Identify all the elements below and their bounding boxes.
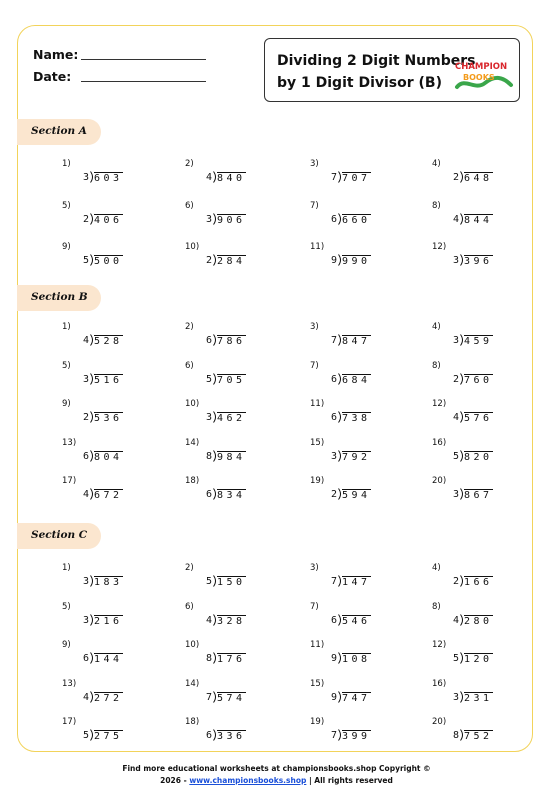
divisor: 8: [452, 730, 459, 741]
divisor: 9: [330, 653, 337, 664]
divisor: 8: [205, 653, 212, 664]
logo-text-bottom: BOOKS: [463, 73, 495, 82]
problem-number: 8): [432, 360, 441, 371]
divisor: 3: [82, 373, 89, 385]
section-label: Section A: [31, 125, 87, 137]
title-line-2: by 1 Digit Divisor (B): [277, 75, 442, 91]
problem-number: 3): [310, 159, 319, 169]
date-label: Date:: [33, 69, 72, 84]
champion-books-logo: [453, 57, 513, 91]
problem-number: 1): [62, 563, 71, 573]
divisor: 4: [452, 614, 459, 626]
dividend: 594: [342, 490, 371, 501]
date-field: [33, 69, 77, 84]
divisor: 2: [452, 172, 459, 183]
dividend: 328: [217, 615, 246, 627]
dividend: 516: [94, 374, 123, 386]
problem-number: 8): [432, 601, 441, 612]
dividend: 847: [342, 336, 371, 347]
divisor: 3: [205, 213, 212, 225]
division-problem: [310, 361, 400, 391]
problem-number: 8): [432, 200, 441, 211]
name-field: [33, 47, 77, 62]
division-problem: [62, 399, 152, 429]
division-problem: [185, 242, 275, 272]
dividend: 528: [94, 336, 123, 347]
problem-number: 16): [432, 437, 447, 448]
divisor: 4: [205, 172, 212, 183]
divisor: 5: [452, 653, 459, 664]
division-problem: [310, 476, 400, 506]
name-label: Name:: [33, 47, 79, 62]
problem-number: 5): [62, 360, 71, 371]
divisor: 3: [82, 614, 89, 626]
division-problem: [432, 602, 522, 632]
section-label: Section C: [31, 529, 88, 541]
divisor: 2: [205, 255, 212, 266]
division-problem: [310, 438, 400, 468]
division-problem: [310, 399, 400, 429]
problem-number: 7): [310, 601, 319, 612]
divisor: 5: [205, 373, 212, 385]
division-problem: [432, 679, 522, 709]
division-problem: [62, 361, 152, 391]
dividend: 462: [217, 413, 246, 424]
dividend: 176: [217, 654, 246, 665]
division-problem: [185, 159, 275, 189]
division-problem: [432, 242, 522, 272]
divisor: 6: [330, 373, 337, 385]
problem-number: 10): [185, 399, 200, 409]
dividend: 396: [464, 256, 493, 267]
division-problem: [185, 679, 275, 709]
divisor: 2: [82, 213, 89, 225]
division-problem: [432, 361, 522, 391]
division-problem: [310, 679, 400, 709]
problem-number: 9): [62, 399, 71, 409]
division-problem: [62, 242, 152, 272]
dividend: 272: [94, 692, 123, 704]
name-line[interactable]: [81, 59, 206, 60]
dividend: 166: [464, 577, 493, 588]
dividend: 284: [217, 256, 246, 267]
problem-number: 16): [432, 678, 447, 689]
divisor: 7: [330, 335, 337, 346]
problem-number: 11): [310, 399, 325, 409]
division-problem: [185, 640, 275, 670]
division-problem: [62, 322, 152, 352]
divisor: 6: [205, 489, 212, 500]
section-header-1: [17, 119, 101, 145]
division-problem: [310, 242, 400, 272]
division-problem: [185, 361, 275, 391]
divisor: 6: [330, 614, 337, 626]
problem-number: 10): [185, 242, 200, 252]
division-problem: [185, 399, 275, 429]
dividend: 747: [342, 692, 371, 704]
problem-number: 14): [185, 678, 200, 689]
footer-line-2: [0, 776, 553, 785]
dividend: 108: [342, 654, 371, 665]
footer-link[interactable]: www.championsbooks.shop: [189, 776, 307, 785]
division-problem: [185, 717, 275, 747]
problem-number: 1): [62, 322, 71, 332]
problem-number: 15): [310, 437, 325, 448]
problem-number: 19): [310, 717, 325, 727]
division-problem: [310, 201, 400, 231]
problem-number: 1): [62, 159, 71, 169]
problem-number: 2): [185, 159, 194, 169]
problem-number: 6): [185, 200, 194, 211]
division-problem: [432, 640, 522, 670]
division-problem: [432, 563, 522, 593]
problem-number: 19): [310, 476, 325, 486]
dividend: 786: [217, 336, 246, 347]
division-problem: [185, 476, 275, 506]
divisor: 7: [205, 691, 212, 703]
problem-number: 3): [310, 563, 319, 573]
division-problem: [310, 717, 400, 747]
dividend: 804: [94, 451, 123, 463]
divisor: 4: [82, 335, 89, 346]
divisor: 9: [330, 691, 337, 703]
problem-number: 2): [185, 322, 194, 332]
division-problem: [62, 679, 152, 709]
dividend: 231: [464, 692, 493, 704]
section-header-3: [17, 523, 101, 549]
division-problem: [62, 602, 152, 632]
footer-line-1: Find more educational worksheets at championsbooks.shop Copyright ©: [122, 764, 431, 773]
problem-number: 7): [310, 360, 319, 371]
title-line-1: Dividing 2 Digit Numbers: [277, 53, 476, 69]
dividend: 500: [94, 256, 123, 267]
division-problem: [62, 159, 152, 189]
problem-number: 18): [185, 476, 200, 486]
dividend: 660: [342, 214, 371, 226]
divisor: 3: [330, 450, 337, 462]
division-problem: [62, 201, 152, 231]
problem-number: 18): [185, 717, 200, 727]
divisor: 6: [330, 213, 337, 225]
dividend: 984: [217, 451, 246, 463]
problem-number: 11): [310, 640, 325, 650]
dividend: 546: [342, 615, 371, 627]
divisor: 6: [330, 412, 337, 423]
divisor: 4: [82, 691, 89, 703]
divisor: 4: [452, 412, 459, 423]
dividend: 603: [94, 173, 123, 184]
problem-number: 6): [185, 360, 194, 371]
division-problem: [432, 159, 522, 189]
division-problem: [432, 717, 522, 747]
divisor: 9: [330, 255, 337, 266]
problem-number: 5): [62, 200, 71, 211]
division-problem: [310, 563, 400, 593]
dividend: 150: [217, 577, 246, 588]
divisor: 3: [452, 489, 459, 500]
division-problem: [310, 640, 400, 670]
division-problem: [432, 201, 522, 231]
problem-number: 15): [310, 678, 325, 689]
dividend: 760: [464, 374, 493, 386]
division-problem: [432, 322, 522, 352]
divisor: 8: [205, 450, 212, 462]
section-label: Section B: [31, 291, 88, 303]
divisor: 3: [452, 255, 459, 266]
problem-number: 12): [432, 242, 447, 252]
dividend: 834: [217, 490, 246, 501]
divisor: 3: [82, 172, 89, 183]
problem-number: 4): [432, 322, 441, 332]
problem-number: 9): [62, 640, 71, 650]
dividend: 990: [342, 256, 371, 267]
footer-year: 2026 -: [160, 776, 190, 785]
problem-number: 17): [62, 717, 77, 727]
section-header-2: [17, 285, 101, 311]
problem-number: 4): [432, 159, 441, 169]
divisor: 2: [330, 489, 337, 500]
problem-number: 9): [62, 242, 71, 252]
problem-number: 20): [432, 476, 447, 486]
dividend: 840: [217, 173, 246, 184]
divisor: 4: [82, 489, 89, 500]
division-problem: [62, 438, 152, 468]
divisor: 7: [330, 172, 337, 183]
divisor: 5: [205, 576, 212, 587]
dividend: 275: [94, 731, 123, 742]
divisor: 5: [82, 730, 89, 741]
problem-number: 13): [62, 437, 77, 448]
divisor: 2: [452, 576, 459, 587]
division-problem: [185, 201, 275, 231]
date-line[interactable]: [81, 81, 206, 82]
title-box: [264, 38, 520, 102]
dividend: 844: [464, 214, 493, 226]
division-problem: [62, 717, 152, 747]
dividend: 648: [464, 173, 493, 184]
divisor: 6: [205, 335, 212, 346]
division-problem: [432, 438, 522, 468]
problem-number: 17): [62, 476, 77, 486]
dividend: 144: [94, 654, 123, 665]
dividend: 684: [342, 374, 371, 386]
divisor: 7: [330, 576, 337, 587]
problem-number: 10): [185, 640, 200, 650]
division-problem: [62, 640, 152, 670]
dividend: 147: [342, 577, 371, 588]
dividend: 672: [94, 490, 123, 501]
problem-number: 12): [432, 640, 447, 650]
dividend: 120: [464, 654, 493, 665]
divisor: 4: [452, 213, 459, 225]
problem-number: 5): [62, 601, 71, 612]
division-problem: [185, 322, 275, 352]
logo-text-top: CHAMPION: [455, 62, 508, 72]
divisor: 4: [205, 614, 212, 626]
divisor: 3: [205, 412, 212, 423]
divisor: 5: [452, 450, 459, 462]
division-problem: [62, 563, 152, 593]
divisor: 6: [82, 653, 89, 664]
division-problem: [185, 563, 275, 593]
dividend: 705: [217, 374, 246, 386]
division-problem: [62, 476, 152, 506]
dividend: 183: [94, 577, 123, 588]
problem-number: 7): [310, 200, 319, 211]
dividend: 906: [217, 214, 246, 226]
divisor: 2: [82, 412, 89, 423]
division-problem: [185, 602, 275, 632]
division-problem: [310, 159, 400, 189]
divisor: 3: [82, 576, 89, 587]
dividend: 216: [94, 615, 123, 627]
footer-rights: | All rights reserved: [306, 776, 393, 785]
dividend: 867: [464, 490, 493, 501]
dividend: 752: [464, 731, 493, 742]
division-problem: [432, 476, 522, 506]
problem-number: 12): [432, 399, 447, 409]
dividend: 459: [464, 336, 493, 347]
divisor: 5: [82, 255, 89, 266]
dividend: 280: [464, 615, 493, 627]
dividend: 406: [94, 214, 123, 226]
problem-number: 3): [310, 322, 319, 332]
dividend: 707: [342, 173, 371, 184]
division-problem: [185, 438, 275, 468]
divisor: 3: [452, 691, 459, 703]
dividend: 820: [464, 451, 493, 463]
problem-number: 4): [432, 563, 441, 573]
divisor: 6: [82, 450, 89, 462]
dividend: 738: [342, 413, 371, 424]
dividend: 336: [217, 731, 246, 742]
divisor: 7: [330, 730, 337, 741]
divisor: 2: [452, 373, 459, 385]
division-problem: [310, 602, 400, 632]
problem-number: 2): [185, 563, 194, 573]
dividend: 536: [94, 413, 123, 424]
dividend: 576: [464, 413, 493, 424]
dividend: 399: [342, 731, 371, 742]
division-problem: [432, 399, 522, 429]
problem-number: 11): [310, 242, 325, 252]
divisor: 6: [205, 730, 212, 741]
dividend: 574: [217, 692, 246, 704]
problem-number: 14): [185, 437, 200, 448]
problem-number: 13): [62, 678, 77, 689]
divisor: 3: [452, 335, 459, 346]
dividend: 792: [342, 451, 371, 463]
problem-number: 20): [432, 717, 447, 727]
division-problem: [310, 322, 400, 352]
problem-number: 6): [185, 601, 194, 612]
